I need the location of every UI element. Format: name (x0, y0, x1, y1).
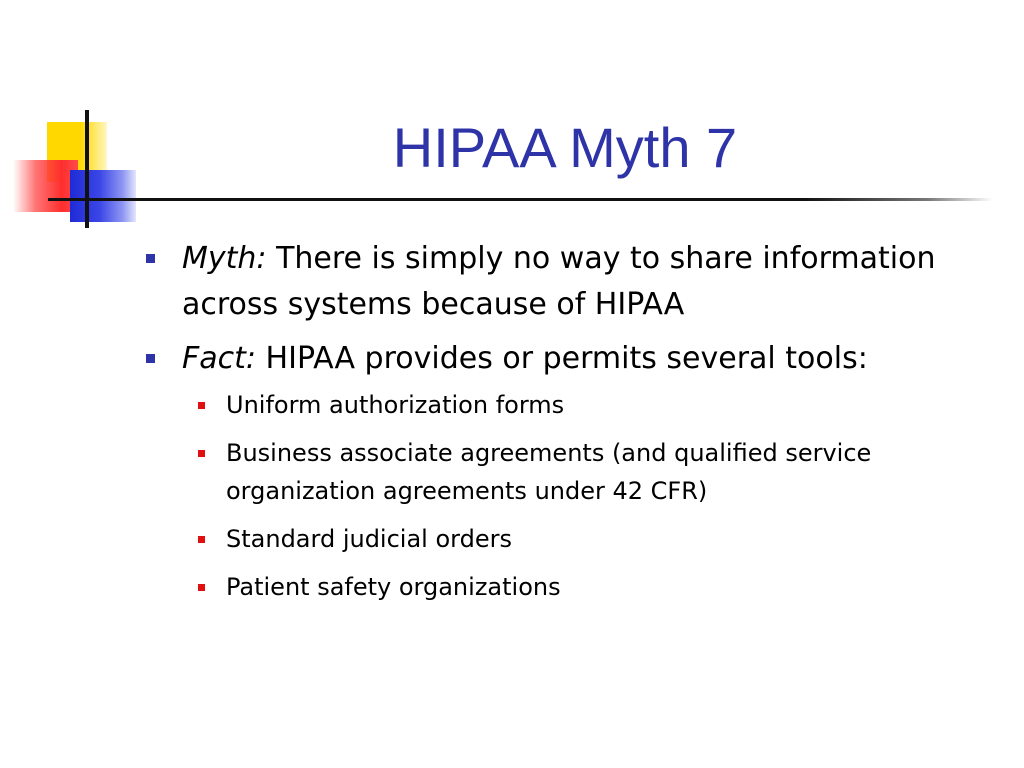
decorative-red-square (13, 160, 78, 212)
sub-bullet-text: Standard judicial orders (226, 525, 512, 553)
square-bullet-icon (198, 536, 205, 543)
bullet-text: HIPAA provides or permits several tools: (256, 341, 868, 376)
square-bullet-icon (146, 254, 155, 263)
sub-bullet-list (140, 386, 1010, 606)
sub-bullet-text: Patient safety organizations (226, 573, 561, 601)
sub-bullet-text: Uniform authorization forms (226, 391, 565, 419)
title-underline-rule (48, 198, 993, 201)
square-bullet-icon (198, 584, 205, 591)
sub-bullet-item (196, 434, 1010, 510)
bullet-myth (140, 236, 1010, 328)
sub-bullet-item (196, 568, 1010, 606)
square-bullet-icon (198, 450, 205, 457)
decorative-blue-square (70, 170, 136, 222)
sub-bullet-item (196, 386, 1010, 424)
square-bullet-icon (146, 354, 155, 363)
decorative-vertical-rule (85, 110, 89, 228)
sub-bullet-item (196, 520, 1010, 558)
slide-title: HIPAA Myth 7 (392, 116, 738, 179)
sub-bullet-text: Business associate agreements (and qualified service organization agreements under 42 CFR) (226, 439, 872, 505)
bullet-text: There is simply no way to share information across systems because of HIPAA (182, 241, 936, 322)
bullet-lead: Myth: (182, 241, 267, 276)
bullet-fact (140, 336, 1010, 382)
bullet-lead: Fact: (182, 341, 257, 376)
slide-content (140, 236, 1010, 616)
square-bullet-icon (198, 402, 205, 409)
